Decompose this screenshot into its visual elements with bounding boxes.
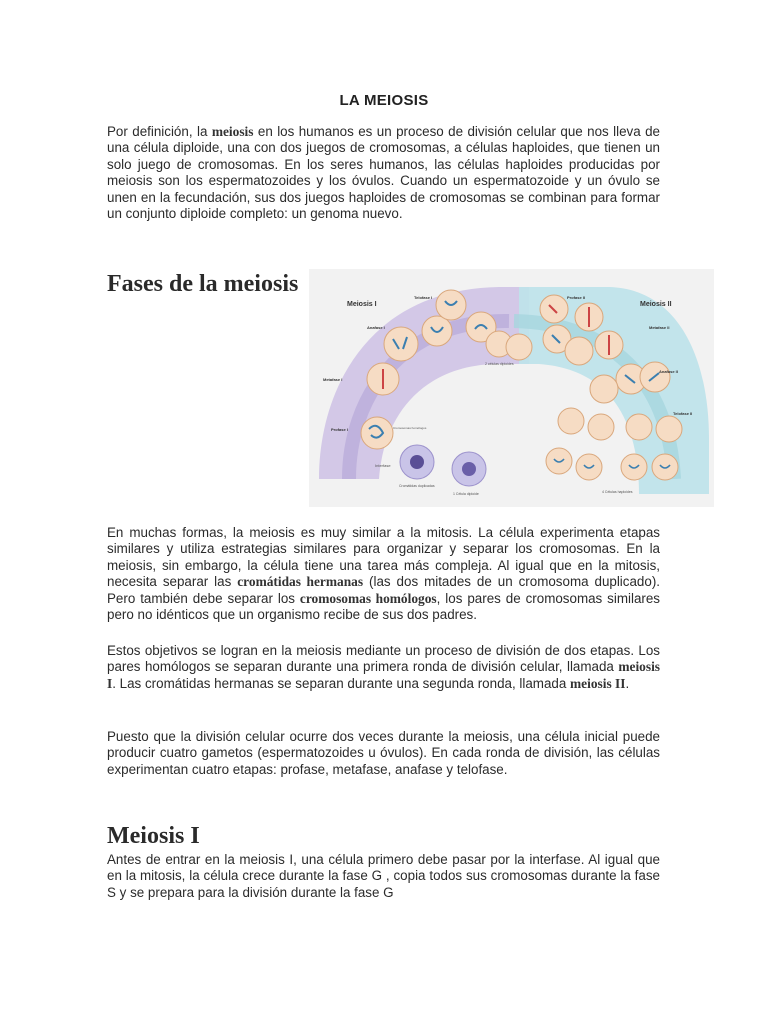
intro-text-start: Por definición, la: [107, 124, 212, 139]
term-meiosis-i: meiosis I: [107, 659, 660, 691]
para3-text-2: . Las cromátidas hermanas se separan durante una segunda ronda, llamada: [112, 675, 571, 691]
intro-paragraph: [107, 124, 660, 222]
label-metafase-ii: Metafase II: [649, 325, 670, 330]
meiosis-diagram: [309, 269, 714, 507]
label-meiosis-i: Meiosis I: [347, 301, 377, 308]
paragraph-four-gametes: Puesto que la división celular ocurre dos veces durante la meiosis, una célula inicial puede producir cuatro gametos (espermatozoides u óvulos). En cada ronda de división, las células experimentan cuatro etapas: profase, metafase, anafase y telofase.: [107, 729, 660, 777]
label-two-cells: 2 células diploides: [485, 362, 514, 366]
label-metafase-i: Metafase I: [323, 377, 343, 382]
label-meiosis-ii: Meiosis II: [640, 301, 672, 308]
label-profase-ii: Profase II: [567, 295, 586, 300]
paragraph-two-stages: [107, 643, 660, 692]
label-haploids: 4 Células haploides: [602, 490, 633, 494]
term-meiosis-ii: meiosis II: [570, 675, 626, 691]
paragraph-interfase: Antes de entrar en la meiosis I, una célula primero debe pasar por la interfase. Al igual que en la mitosis, la célula crece durante la fase G , copia todos sus cromosomas durante la fase S y se prepara para la división durante la fase G: [107, 852, 660, 900]
para3-text-1: Estos objetivos se logran en la meiosis mediante un proceso de división de dos etapas. Los pares homólogos se separan durante una primera ronda de división celular, llamada: [107, 643, 660, 675]
cell-profase-i: [361, 417, 393, 449]
meiosis-diagram-svg: [309, 269, 714, 507]
para2-text-3: , los pares de cromosomas similares pero no idénticos que un organismo recibe de sus dos padres.: [107, 590, 660, 623]
cell-interfase: [400, 445, 434, 479]
term-cromatidas-hermanas: cromátidas hermanas: [237, 574, 364, 590]
para2-text-2: (las dos mitades de un cromosoma duplicado). Pero también debe separar los: [107, 574, 660, 606]
fases-heading: Fases de la meiosis: [107, 271, 299, 297]
cell-metafase-i: [367, 363, 399, 395]
cell-anafase-i: [384, 327, 418, 361]
page-title: LA MEIOSIS: [339, 92, 429, 109]
intro-text-rest: en los humanos es un proceso de división celular que nos lleva de una célula diploide, una con dos juegos de cromosomas, a células haploides, que tienen un solo juego de cromosomas. En los seres humanos, las células haploides producidas por meiosis son los espermatozoides y los óvulos. Cuando un espermatozoide y un óvulo se unen en la fecundación, sus dos juegos haploides de cromosomas se combinan para formar un conjunto diploide completo: un genoma nuevo.: [107, 124, 660, 222]
label-interfase: Interfase: [375, 463, 391, 468]
label-division: 1 Célula diploide: [453, 492, 479, 496]
para2-text-1: En muchas formas, la meiosis es muy similar a la mitosis. La célula experimenta etapas similares y utiliza estrategias similares para organizar y separar los cromosomas. En la meiosis, sin embargo, la célula tiene una tarea más compleja. Al igual que en la mitosis, necesita separar las: [107, 525, 660, 590]
label-telofase-i: Telofase I: [414, 295, 433, 300]
label-anafase-ii: Anafase II: [659, 369, 678, 374]
term-cromosomas-homologos: cromosomas homólogos: [299, 590, 437, 606]
cell-two-daughters: [486, 331, 532, 360]
meiosis-i-heading: Meiosis I: [107, 823, 200, 849]
label-chromatids: Cromátidas duplicadas: [399, 484, 435, 488]
para3-text-3: .: [625, 675, 630, 691]
cell-interfase-2: [452, 452, 486, 486]
label-homologs: Cromosomas homólogos: [393, 426, 427, 430]
label-telofase-ii: Telofase II: [673, 411, 693, 416]
paragraph-mitosis-comparison: [107, 525, 660, 623]
cell-anafase-i-b: [422, 316, 452, 346]
label-anafase-i: Anafase I: [367, 325, 385, 330]
cell-telofase-i: [436, 290, 466, 320]
term-meiosis: meiosis: [211, 124, 254, 139]
label-profase-i: Profase I: [331, 427, 348, 432]
